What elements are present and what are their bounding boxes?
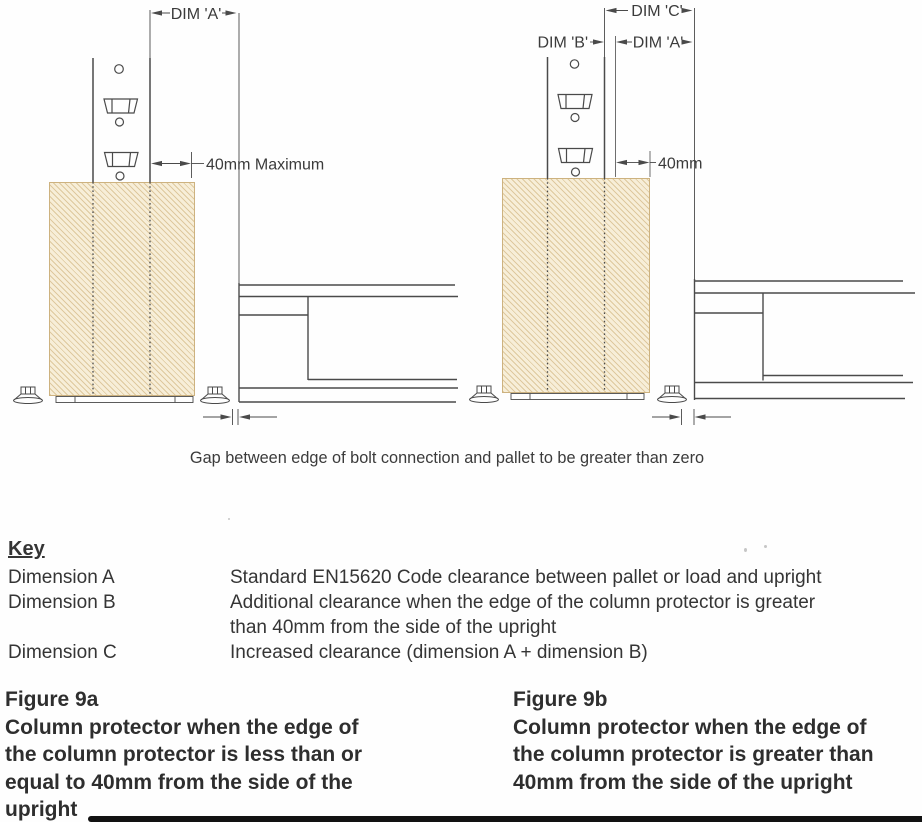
fig9a-40mm-max-label: 40mm Maximum xyxy=(206,156,325,174)
figure9a-caption-line: equal to 40mm from the side of the xyxy=(5,770,353,794)
key-title: Key xyxy=(8,538,45,560)
key-description-line: Additional clearance when the edge of the column protector is greater xyxy=(230,592,816,613)
upright-holes xyxy=(104,65,138,180)
key-description-line: Standard EN15620 Code clearance between pallet or load and upright xyxy=(230,567,822,588)
anchor-bolt xyxy=(14,387,43,404)
key-description xyxy=(230,640,918,665)
figure9a-caption-title: Figure 9a xyxy=(5,688,99,711)
figure9b-caption xyxy=(513,686,922,796)
scan-speck xyxy=(764,545,767,548)
figure9a-caption xyxy=(5,686,425,822)
scan-edge-bar xyxy=(88,816,922,822)
key-description-line: Increased clearance (dimension A + dimension B) xyxy=(230,642,648,663)
anchor-bolt xyxy=(470,386,499,403)
figure9b-caption-title: Figure 9b xyxy=(513,688,608,711)
anchor-bolt xyxy=(658,386,687,403)
upright-holes xyxy=(558,60,593,176)
key-row-dimension-a xyxy=(8,565,918,590)
pallet-section xyxy=(239,13,458,402)
pallet-section xyxy=(695,8,916,400)
gap-note: Gap between edge of bolt connection and pallet to be greater than zero xyxy=(189,449,705,467)
max-40mm-dimension xyxy=(151,152,204,178)
figure9b-drawing xyxy=(470,8,916,425)
figure9a-caption-line: upright xyxy=(5,798,78,821)
key-description xyxy=(230,590,918,640)
gap-dimension xyxy=(652,409,731,425)
key-row-dimension-b xyxy=(8,590,918,640)
figure9b-caption-line: Column protector when the edge of xyxy=(513,715,867,739)
base-plate xyxy=(511,394,644,400)
key-section xyxy=(8,537,918,665)
key-label: Dimension B xyxy=(8,592,116,613)
scan-speck xyxy=(228,518,230,520)
key-label: Dimension A xyxy=(8,567,115,588)
key-description-line: than 40mm from the side of the upright xyxy=(230,617,557,638)
gap-dimension xyxy=(203,409,277,425)
key-description xyxy=(230,565,918,590)
figure9a-caption-line: Column protector when the edge of xyxy=(5,715,359,739)
anchor-bolt xyxy=(201,387,230,404)
scan-speck xyxy=(744,548,747,552)
figure9b-caption-line: the column protector is greater than xyxy=(513,743,874,766)
key-label: Dimension C xyxy=(8,642,117,663)
key-row-dimension-c xyxy=(8,640,918,665)
base-plate xyxy=(56,397,193,403)
fig9a-dim-a-label: DIM 'A' xyxy=(170,6,222,23)
figure9a-drawing xyxy=(14,10,459,425)
dim-b-dimension xyxy=(590,39,604,44)
figure9a-caption-line: the column protector is less than or xyxy=(5,743,363,766)
figure9b-caption-line: 40mm from the side of the upright xyxy=(513,770,853,794)
fig9b-40mm-label: 40mm xyxy=(658,155,703,173)
fig9b-dim-c-label: DIM 'C' xyxy=(631,3,683,20)
fig9b-dim-a-label: DIM 'A' xyxy=(632,34,684,52)
fig9b-dim-b-label: DIM 'B' xyxy=(537,34,588,52)
